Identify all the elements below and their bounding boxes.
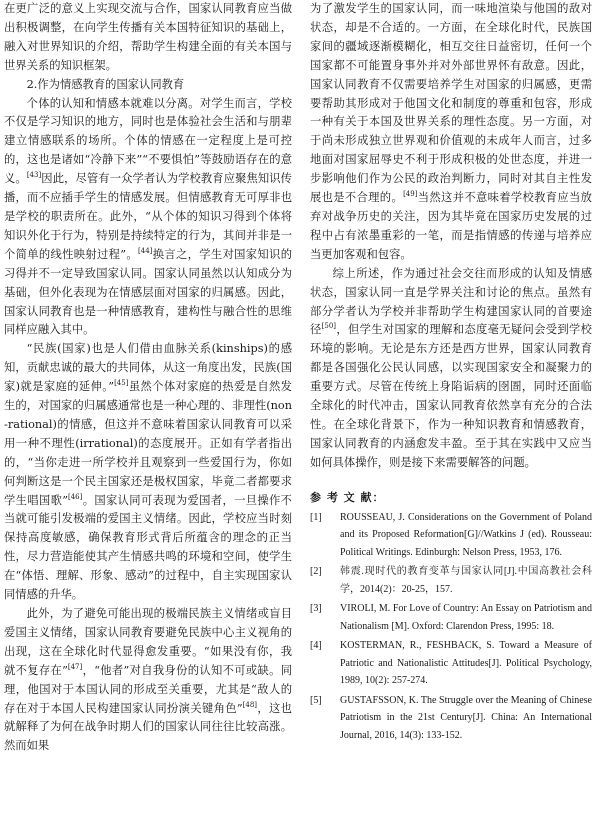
paragraph [310,265,592,473]
paragraph-text: 个体的认知和情感本就难以分离。对学生而言，学校不仅是学习知识的地方，同时也是体验社会生活和与朋辈建立情感联系的场所。个体的情感在一定程度上是可控的，这也是诸如“冷静下来”“不要惧怕”等鼓励语存在的意义。 [4,96,292,186]
reference-number: [4] [310,640,322,652]
paragraph-text: 换言之，学生对国家知识的习得并不一定导致国家认同。国家认同虽然以认知成分为基础，但外化表现为在情感层面对国家的归属感。因此，国家认同教育也是一种情感教育，建构性与融合性的思维同样应融入其中。 [4,247,292,337]
paragraph-text: 当然这并不意味着学校教育应当放弃对战争历史的关注，因为其毕竟在国家历史发展的过程中占有浓墨重彩的一笔，而是指情感的传递与培养应当更加客观和包容。 [310,191,592,261]
reference-number: [1] [310,511,322,523]
paragraph [4,340,292,605]
reference-text: VIROLI, M. For Love of Country: An Essay on Patriotism and Nationalism [M]. Oxford: Clarendon Press, 1995: 18. [340,603,592,632]
citation: [45] [114,379,129,388]
citation: [43] [26,171,42,180]
reference-item [310,509,592,562]
paragraph-text: ，这也就解释了为何在战争时期人们的国家认同往往比较高涨。然而如果 [4,701,292,753]
citation: [44] [138,247,153,256]
paragraph-text: 此外，为了避免可能出现的极端民族主义情绪或盲目爱国主义情绪，国家认同教育要避免民族中心主义视角的出现，这在全球化时代显得愈发重要。“如果没有你，我就不复存在” [4,607,292,677]
reference-number: [2] [310,566,322,578]
reference-item [310,563,592,598]
paragraph: 在更广泛的意义上实现交流与合作，国家认同教育应当做出积极调整，在向学生传播有关本国特征知识的基础上，融入对世界知识的介绍，帮助学生构建全面的有关本国与世界关系的知识框架。 [4,2,292,72]
left-column [4,0,292,756]
references-title: 参 考 文 献： [310,490,385,504]
reference-number: [3] [310,603,322,615]
paragraph-text: ，“他者”对自我身份的认知不可或缺。同理，他国对于本国认同的形成至关重要，尤其是“敌人的存在对于本国人民构建国家认同扮演关键角色” [4,663,292,715]
reference-item [310,637,592,690]
paragraph-text: “民族(国家)也是人们借由血脉关系(kinships)的感知，贡献忠诚的最大的共同体，从这一角度出发，民族(国家)就是家庭的延伸。” [4,342,292,394]
paragraph-text: 综上所述，作为通过社会交往而形成的认知及情感状态，国家认同一直是学界关注和讨论的焦点。虽然有部分学者认为学校并非帮助学生构建国家认同的首要途径 [310,266,592,337]
section-heading: 2.作为情感教育的国家认同教育 [26,77,185,91]
reference-number: [5] [310,694,322,706]
paragraph-text: 虽然个体对家庭的热爱是自然发生的，对国家的归属感通常也是一种心理的、非理性(non-rational)的情感，但这并不意味着国家认同教育可以采用一种不理性(irrational)的态度展开。正如有学者指出的，“当你走进一所学校并且观察到一些爱国行为，你如何判断这是一个民主国家还是极权国家，毕竟二者都要求学生唱国歌” [4,380,292,507]
paragraph-text: 。国家认同可表现为爱国者，一旦操作不当就可能引发极端的爱国主义情绪。因此，学校应当时刻保持高度敏感，确保教育形式背后所蕴含的理念的正当性，尽力营造能使其产生情感共鸣的环境和空间，使学生在“体悟、理解、形象、感动”的过程中，自主实现国家认同情感的升华。 [4,493,292,602]
reference-item [310,600,592,635]
reference-item [310,692,592,745]
citation: [48] [242,700,258,709]
paragraph-text: 为了激发学生的国家认同，而一味地渲染与他国的敌对状态，却是不合适的。一方面，在全球化时代，民族国家间的疆域逐渐模糊化，相互交往日益密切，任何一个国家都不可能置身事外并对外部世界怀有敌意。因此，国家认同教育不仅需要培养学生对国家的归属感，更需要帮助其形成对于他国文化和制度的尊重和包容，形成一种有关于本国及世界关系的理性态度。另一方面，对于尚未形成独立世界观和价值观的未成年人而言，过多地面对国家屈辱史不利于形成积极的处世态度，并进一步影响他们作为公民的政治判断力，同时对其自主性发展也是不合理的。 [310,2,592,205]
paragraph [310,0,592,265]
reference-text: KOSTERMAN, R., FESHBACK, S. Toward a Measure of Patriotic and Nationalistic Attitudes[J]. Political Psychology, 1989, 10(2): 257-274. [340,640,592,687]
paragraph-text: ，但学生对国家的理解和态度毫无疑问会受到学校环境的影响。无论是东方还是西方世界，国家认同教育都是各国强化公民认同感，以实现国家安全和凝聚力的重要方式。尽管在传统上身陷诟病的囹圄，同时还面临全球化的时代冲击，国家认同教育依然享有充分的合法性。在全球化背景下，作为一种知识教育和情感教育，国家认同教育的内涵愈发丰盈。至于其在实践中又应当如何具体操作，则是接下来需要解答的问题。 [310,323,592,469]
paragraph [4,605,292,756]
reference-text: 韩震.现时代的教育变革与国家认同[J].中国高教社会科学，2014(2)：20-25，157. [340,566,592,595]
citation: [46] [68,492,83,501]
right-column [310,0,592,746]
paragraph [4,95,292,341]
paragraph-text: 因此，尽管有一众学者认为学校教育应聚焦知识传播，而不应插手学生的情感发展。但情感教育无可厚非也是学校的职责所在。此外，“从个体的知识习得到个体将知识外化于行为，特别是持续特定的行为，其间并非是一个简单的线性映射过程”。 [4,172,292,261]
references-list [310,509,592,745]
citation: [49] [403,190,418,199]
citation: [47] [67,662,83,671]
reference-text: GUSTAFSSON, K. The Struggle over the Meaning of Chinese Patriotism in the 21st Century[J]. China: An International Journal, 2016, 14(3): 133-152. [340,694,592,741]
reference-text: ROUSSEAU, J. Considerations on the Government of Poland and its Proposed Reformation[G]//Watkins J (ed). Rousseau: Political Writings. Edinburgh: Nelson Press, 1953, 176. [340,511,592,558]
citation: [50] [321,322,337,331]
